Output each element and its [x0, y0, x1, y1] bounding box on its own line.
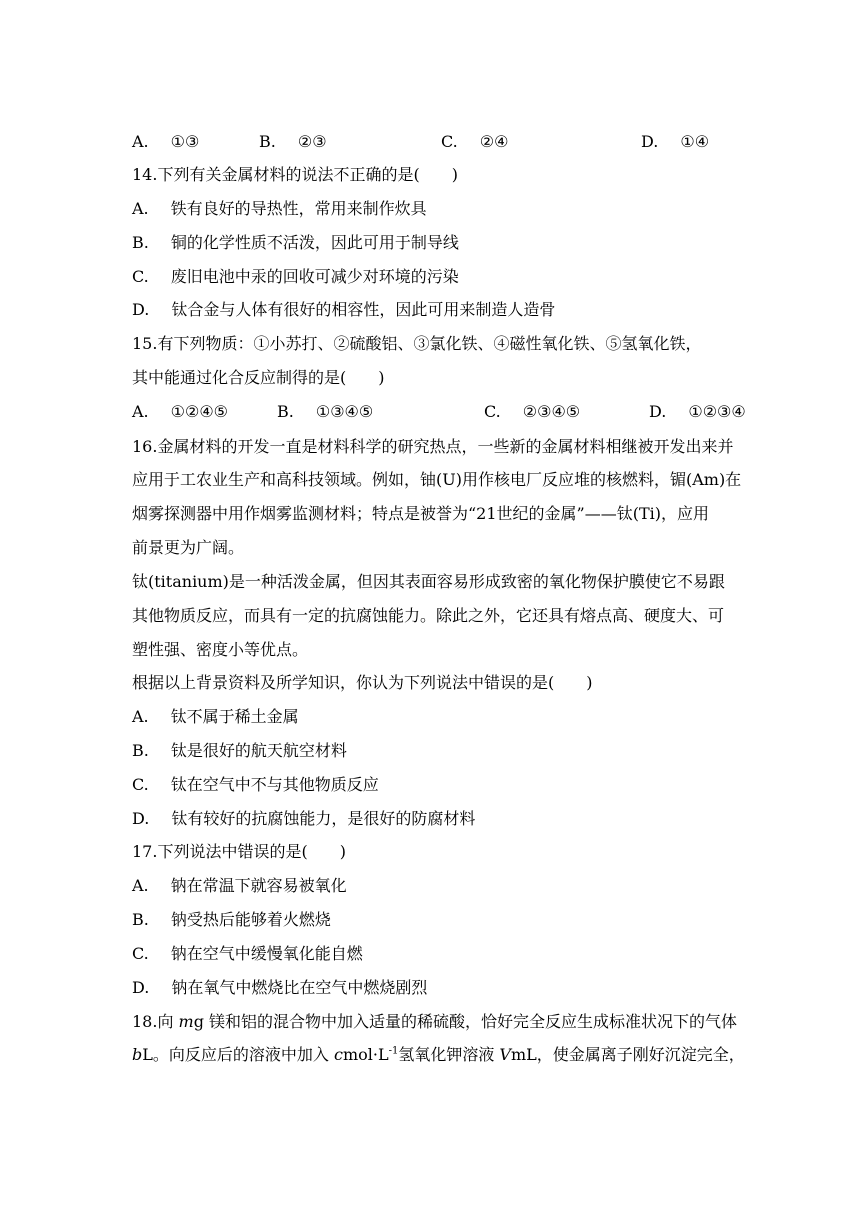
q17-option-a[interactable]: A. 钠在常温下就容易被氧化	[132, 876, 347, 895]
q16-paragraph1-line1: 16.金属材料的开发一直是材料科学的研究热点，一些新的金属材料相继被开发出来并	[132, 437, 734, 456]
q16-option-d[interactable]: D. 钛有较好的抗腐蚀能力，是很好的防腐材料	[132, 809, 476, 828]
var-m: m	[178, 1012, 194, 1031]
var-c: c	[333, 1045, 343, 1064]
q13-option-a[interactable]: A. ①③	[132, 132, 200, 151]
q18-stem-line2: bL。向反应后的溶液中加入 $cmol\cdot L^{-1}$氢氧化钾溶液 VmL，使金属离子刚好沉淀完全，	[132, 1045, 745, 1064]
q17-option-b[interactable]: B. 钠受热后能够着火燃烧	[132, 910, 331, 929]
q16-paragraph1-line2: 应用于工农业生产和高科技领域。例如，铀(U)用作核电厂反应堆的核燃料，镅(Am)在	[132, 470, 742, 489]
var-b: b	[132, 1045, 143, 1064]
q16-paragraph2-line3: 塑性强、密度小等优点。	[132, 640, 309, 659]
var-v: V	[499, 1045, 511, 1064]
q15-option-d[interactable]: D. ①②③④	[649, 402, 746, 421]
q16-stem: 根据以上背景资料及所学知识，你认为下列说法中错误的是( )	[132, 673, 593, 692]
q14-option-d[interactable]: D. 钛合金与人体有很好的相容性，因此可用来制造人造骨	[132, 300, 556, 319]
q13-option-d[interactable]: D. ①④	[641, 132, 710, 151]
q16-option-c[interactable]: C. 钛在空气中不与其他物质反应	[132, 775, 379, 794]
superscript-minus-one: -1	[388, 1045, 399, 1057]
q15-option-b[interactable]: B. ①③④⑤	[277, 402, 374, 421]
q17-option-d[interactable]: D. 钠在氧气中燃烧比在空气中燃烧剧烈	[132, 978, 428, 997]
q13-option-b[interactable]: B. ②③	[259, 132, 327, 151]
q15-stem-line2: 其中能通过化合反应制得的是( )	[132, 368, 385, 387]
q18-stem-line1: 18.向 mg 镁和铝的混合物中加入适量的稀硫酸，恰好完全反应生成标准状况下的气体	[132, 1012, 738, 1031]
q16-paragraph1-line4: 前景更为广阔。	[132, 538, 245, 557]
q14-option-b[interactable]: B. 铜的化学性质不活泼，因此可用于制导线	[132, 233, 459, 252]
q16-option-a[interactable]: A. 钛不属于稀土金属	[132, 707, 299, 726]
q15-options	[0, 402, 860, 422]
q14-stem: 14.下列有关金属材料的说法不正确的是( )	[132, 165, 458, 184]
q16-option-b[interactable]: B. 钛是很好的航天航空材料	[132, 741, 347, 760]
q13-option-c[interactable]: C. ②④	[441, 132, 509, 151]
q14-option-a[interactable]: A. 铁有良好的导热性，常用来制作炊具	[132, 199, 427, 218]
q16-paragraph2-line2: 其他物质反应，而具有一定的抗腐蚀能力。除此之外，它还具有熔点高、硬度大、可	[132, 606, 725, 625]
q13-options	[0, 132, 860, 152]
q15-option-a[interactable]: A. ①②④⑤	[132, 402, 229, 421]
q17-stem: 17.下列说法中错误的是( )	[132, 842, 346, 861]
q17-option-c[interactable]: C. 钠在空气中缓慢氧化能自燃	[132, 944, 363, 963]
q14-option-c[interactable]: C. 废旧电池中汞的回收可减少对环境的污染	[132, 267, 459, 286]
q15-stem-line1: 15.有下列物质：①小苏打、②硫酸铝、③氯化铁、④磁性氧化铁、⑤氢氧化铁，	[132, 334, 702, 353]
q15-option-c[interactable]: C. ②③④⑤	[484, 402, 581, 421]
q16-paragraph2-line1: 钛(titanium)是一种活泼金属，但因其表面容易形成致密的氧化物保护膜使它不易跟	[132, 572, 725, 591]
q16-paragraph1-line3: 烟雾探测器中用作烟雾监测材料；特点是被誉为“21世纪的金属”——钛(Ti)，应用	[132, 504, 709, 523]
